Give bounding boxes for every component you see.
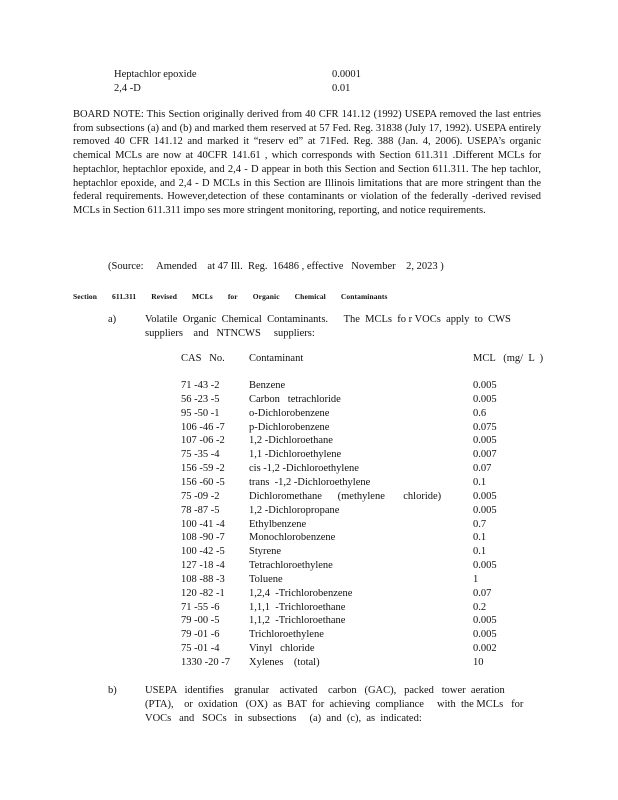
heading-word: Section — [73, 292, 98, 301]
contaminant-cell: Tetrachloroethylene — [249, 560, 333, 572]
subsection-b-line: USEPA identifies granular activated carbon (GAC), packed tower aeration — [145, 685, 505, 696]
table-row — [0, 601, 618, 615]
contaminant-cell: 1,2 -Dichloropropane — [249, 504, 340, 516]
mcl-cell: 0.005 — [473, 504, 497, 516]
top-row-name: 2,4 -D — [114, 83, 141, 94]
table-row — [0, 421, 618, 435]
cas-cell: 108 -88 -3 — [181, 573, 225, 585]
table-row — [0, 462, 618, 476]
cas-cell: 120 -82 -1 — [181, 587, 225, 599]
mcl-cell: 0.07 — [473, 463, 492, 475]
section-heading — [73, 290, 403, 304]
subsection-b-line: VOCs and SOCs in subsections (a) and (c), as indicated: — [145, 713, 422, 724]
table-row — [0, 490, 618, 504]
heading-word: Contaminants — [340, 292, 388, 301]
table-header-contaminant: Contaminant — [249, 353, 304, 364]
cas-cell: 95 -50 -1 — [181, 407, 220, 419]
cas-cell: 79 -00 -5 — [181, 615, 220, 627]
board-note: BOARD NOTE: This Section originally derived from 40 CFR 141.12 (1992) USEPA removed the last entries from subsections (a) and (b) and marked them reserved at 57 Fed. Reg. 31838 (July 17, 1992). USEPA entirely removed 40 CFR 141.12 and marked it “reserv ed” at 71Fed. Reg. 388 (Jan. 4, 2006). USEPA’s organic chemical MCLs are now at 40CFR 141.61 , which corresponds with Section 611.311 .Different MCLs for heptachlor, heptachlor epoxide, and 2,4 - D appear in both this Section and Section 611.311. The hep tachlor, heptachlor epoxide, and 2,4 - D MCLs in this Section are Illinois limitations that are more stringent than the federal requirements. However,detection of these contaminants or violation of the federally -derived revised MCLs in Section 611.311 impo ses more stringent monitoring, reporting, and notice requirements. — [73, 109, 541, 216]
mcl-cell: 0.005 — [473, 629, 497, 641]
contaminant-cell: 1,2 -Dichloroethane — [249, 435, 333, 447]
heading-word: 611.311 — [112, 292, 137, 301]
table-row — [0, 504, 618, 518]
contaminant-cell: Monochlorobenzene — [249, 532, 336, 544]
table-row — [0, 379, 618, 393]
cas-cell: 156 -59 -2 — [181, 463, 225, 475]
mcl-cell: 0.005 — [473, 615, 497, 627]
table-row — [0, 434, 618, 448]
table-header-cas: CAS No. — [181, 353, 225, 364]
cas-cell: 108 -90 -7 — [181, 532, 225, 544]
subsection-a-line: suppliers and NTNCWS suppliers: — [145, 328, 315, 339]
table-row — [0, 614, 618, 628]
contaminant-cell: trans -1,2 -Dichloroethylene — [249, 476, 371, 488]
table-row — [0, 573, 618, 587]
cas-cell: 75 -09 -2 — [181, 490, 220, 502]
contaminant-cell: Xylenes (total) — [249, 657, 320, 668]
table-row — [0, 531, 618, 545]
table-row — [0, 587, 618, 601]
cas-cell: 75 -01 -4 — [181, 643, 220, 655]
cas-cell: 156 -60 -5 — [181, 476, 225, 488]
cas-cell: 127 -18 -4 — [181, 560, 225, 572]
table-row — [0, 476, 618, 490]
mcl-cell: 0.6 — [473, 407, 487, 419]
contaminant-cell: Benzene — [249, 380, 286, 391]
table-row — [0, 559, 618, 573]
subsection-b-label: b) — [108, 685, 117, 696]
heading-word: for — [227, 292, 238, 301]
table-row — [0, 393, 618, 407]
cas-cell: 100 -41 -4 — [181, 518, 225, 530]
mcl-cell: 0.1 — [473, 532, 487, 544]
subsection-a-label: a) — [108, 314, 117, 325]
mcl-cell: 0.07 — [473, 587, 492, 599]
table-row — [0, 448, 618, 462]
table-row — [0, 407, 618, 421]
top-row-name: Heptachlor epoxide — [114, 69, 197, 80]
mcl-cell: 0.7 — [473, 518, 487, 530]
mcl-cell: 0.005 — [473, 435, 497, 447]
table-row — [0, 656, 618, 670]
mcl-cell: 0.075 — [473, 421, 497, 433]
cas-cell: 78 -87 -5 — [181, 504, 220, 516]
top-row-value: 0.01 — [332, 83, 351, 94]
mcl-cell: 0.1 — [473, 476, 487, 488]
cas-cell: 107 -06 -2 — [181, 435, 225, 447]
table-row — [0, 628, 618, 642]
heading-word: MCLs — [191, 292, 213, 301]
contaminant-cell: Ethylbenzene — [249, 518, 307, 530]
contaminant-cell: Vinyl chloride — [249, 643, 315, 655]
contaminant-cell: Trichloroethylene — [249, 629, 324, 641]
contaminant-cell: o-Dichlorobenzene — [249, 407, 330, 419]
contaminant-cell: 1,1 -Dichloroethylene — [249, 449, 342, 461]
heading-word: Chemical — [294, 292, 326, 301]
cas-cell: 79 -01 -6 — [181, 629, 220, 641]
contaminant-cell: Styrene — [249, 546, 282, 558]
heading-word: Revised — [151, 292, 177, 301]
cas-cell: 71 -55 -6 — [181, 601, 220, 613]
contaminant-cell: Toluene — [249, 573, 283, 585]
mcl-cell: 0.005 — [473, 560, 497, 572]
cas-cell: 1330 -20 -7 — [181, 657, 230, 668]
contaminant-cell: p-Dichlorobenzene — [249, 421, 330, 433]
cas-cell: 75 -35 -4 — [181, 449, 220, 461]
contaminant-cell: 1,1,2 -Trichloroethane — [249, 615, 346, 627]
cas-cell: 100 -42 -5 — [181, 546, 225, 558]
top-row-value: 0.0001 — [332, 69, 361, 80]
table-row — [0, 545, 618, 559]
cas-cell: 71 -43 -2 — [181, 380, 220, 391]
contaminant-cell: 1,2,4 -Trichlorobenzene — [249, 587, 353, 599]
mcl-cell: 0.005 — [473, 380, 497, 391]
table-header-mcl: MCL (mg/ L ) — [473, 353, 544, 364]
mcl-cell: 1 — [473, 573, 479, 585]
contaminant-cell: 1,1,1 -Trichloroethane — [249, 601, 346, 613]
contaminant-cell: cis -1,2 -Dichloroethylene — [249, 463, 359, 475]
mcl-cell: 0.2 — [473, 601, 487, 613]
heading-word: Organic — [252, 292, 280, 301]
table-row — [0, 642, 618, 656]
mcl-cell: 10 — [473, 657, 484, 668]
mcl-cell: 0.002 — [473, 643, 497, 655]
mcl-cell: 0.005 — [473, 490, 497, 502]
subsection-a-line: Volatile Organic Chemical Contaminants. The MCLs fo r VOCs apply to CWS — [145, 314, 511, 325]
mcl-cell: 0.1 — [473, 546, 487, 558]
mcl-cell: 0.007 — [473, 449, 497, 461]
subsection-b-line: (PTA), or oxidation (OX) as BAT for achieving compliance with the MCLs for — [145, 699, 524, 710]
table-row — [0, 518, 618, 532]
mcl-cell: 0.005 — [473, 393, 497, 405]
cas-cell: 56 -23 -5 — [181, 393, 220, 405]
contaminant-cell: Carbon tetrachloride — [249, 393, 341, 405]
contaminant-cell: Dichloromethane (methylene chloride) — [249, 490, 442, 502]
cas-cell: 106 -46 -7 — [181, 421, 225, 433]
source-note: (Source: Amended at 47 Ill. Reg. 16486 , effective November 2, 2023 ) — [108, 261, 444, 272]
